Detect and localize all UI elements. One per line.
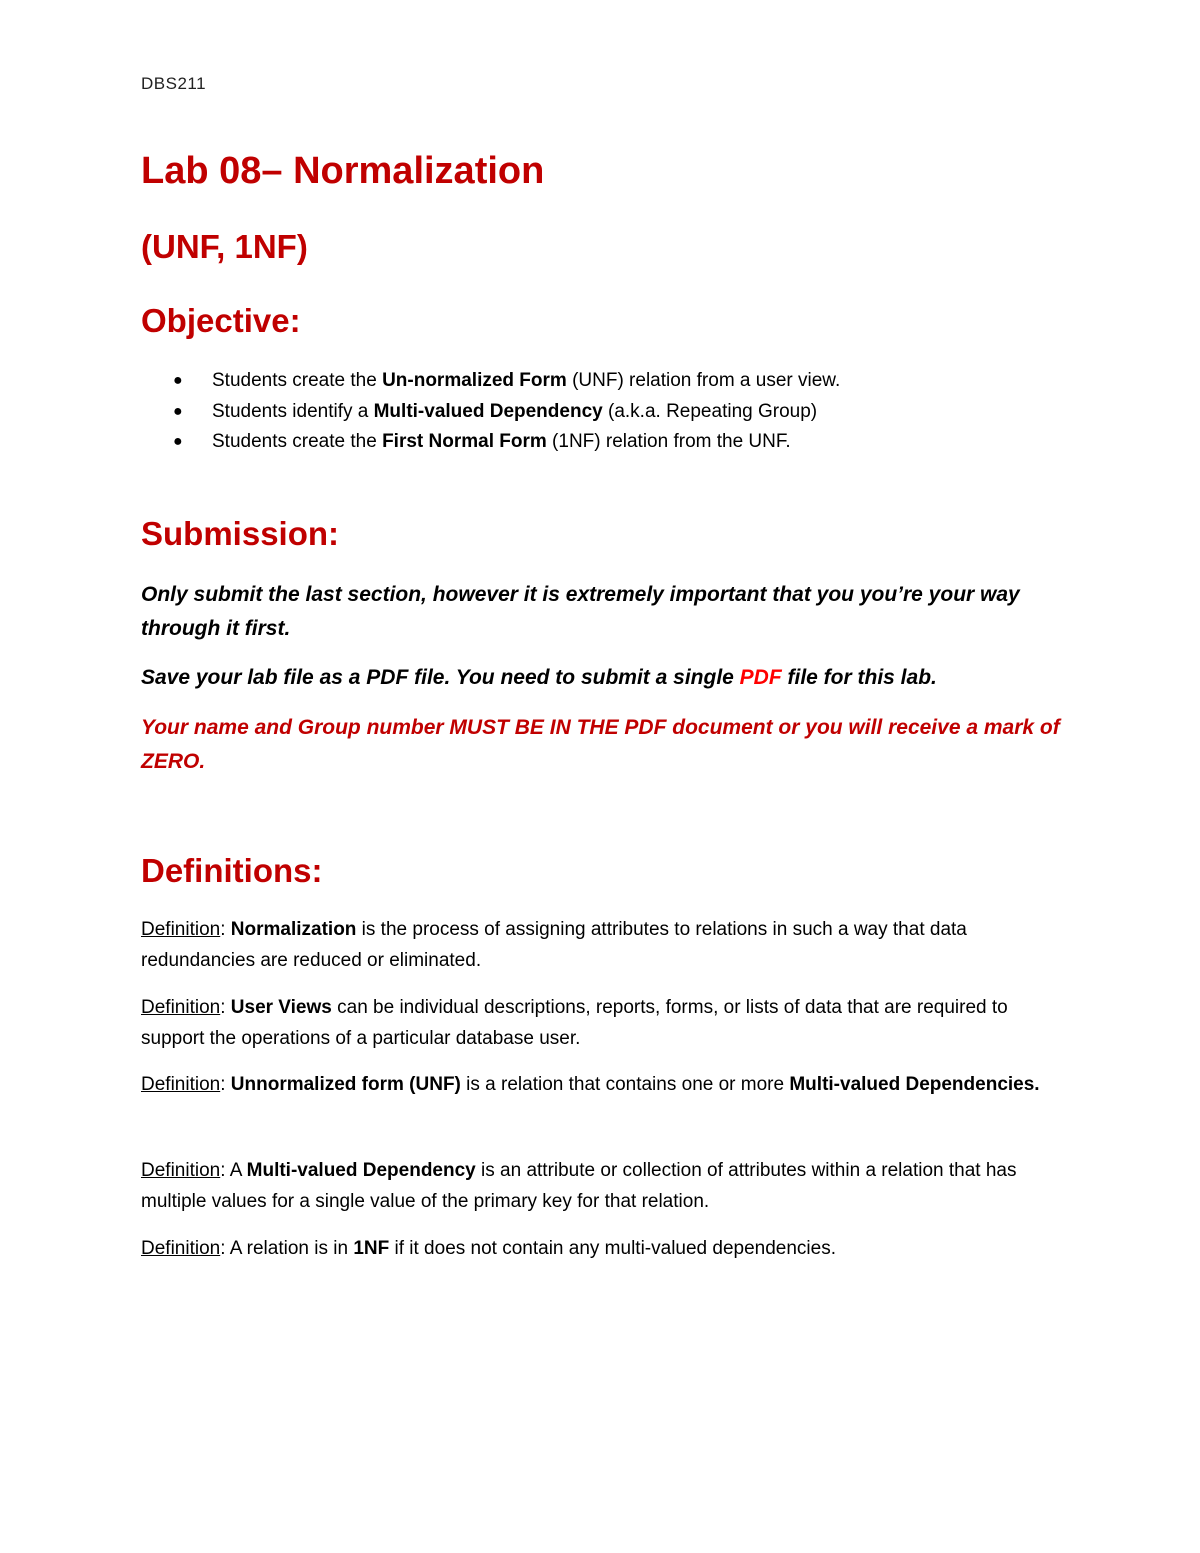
submission-format-note: Save your lab file as a PDF file. You need to submit a single PDF file for this lab. <box>141 666 937 689</box>
definition-unf: Definition: Unnormalized form (UNF) is a relation that contains one or more Multi-valued Dependencies. <box>141 1074 1040 1095</box>
key-term: Un-normalized Form <box>382 370 567 391</box>
list-item: ● Students create the First Normal Form (1NF) relation from the UNF. <box>141 427 1041 458</box>
list-item: ● Students identify a Multi-valued Dependency (a.k.a. Repeating Group) <box>141 397 1041 428</box>
submission-warning: Your name and Group number MUST BE IN THE PDF document or you will receive a mark of ZERO. <box>141 716 1060 773</box>
definition-label: Definition <box>141 1238 221 1259</box>
objective-heading: Objective: <box>141 302 301 339</box>
key-term: Multi-valued Dependency <box>373 400 603 422</box>
definition-label: Definition <box>141 1160 221 1181</box>
bullet-icon: ● <box>173 402 183 420</box>
key-term: First Normal Form <box>382 431 547 452</box>
submission-heading: Submission: <box>141 515 340 552</box>
definition-1nf: Definition: A relation is in 1NF if it does not contain any multi-valued dependencies. <box>141 1238 836 1259</box>
key-term: Normalization <box>230 919 357 940</box>
page-subtitle: (UNF, 1NF) <box>141 228 308 265</box>
definition-mvd: Definition: A Multi-valued Dependency is an attribute or collection of attributes within a relation that has multiple values for a single value of the primary key for that relation. <box>141 1160 1017 1212</box>
page-title: Lab 08– Normalization <box>141 150 545 192</box>
definition-label: Definition <box>141 919 221 940</box>
definitions-heading: Definitions: <box>141 852 323 889</box>
definition-normalization: Definition: Normalization is the process of assigning attributes to relations in such a way that data redundancies are reduced or eliminated. <box>141 919 967 971</box>
list-item: ● Students create the Un-normalized Form (UNF) relation from a user view. <box>141 366 1041 397</box>
key-term: Multi-valued Dependencies. <box>789 1074 1040 1095</box>
key-term: 1NF <box>353 1238 390 1259</box>
bullet-icon: ● <box>173 372 183 389</box>
key-term: Multi-valued Dependency <box>246 1160 476 1181</box>
bullet-icon: ● <box>173 433 183 450</box>
key-term: User Views <box>230 997 332 1018</box>
definition-user-views: Definition: User Views can be individual descriptions, reports, forms, or lists of data that are required to support the operations of a particular database user. <box>141 997 1008 1049</box>
course-code: DBS211 <box>141 74 207 93</box>
submission-instruction: Only submit the last section, however it is extremely important that you you’re your way through it first. <box>141 583 1020 640</box>
definition-label: Definition <box>141 997 221 1018</box>
definition-label: Definition <box>141 1074 221 1095</box>
key-term: Unnormalized form (UNF) <box>230 1074 461 1095</box>
pdf-highlight: PDF <box>739 666 782 689</box>
objective-list <box>141 366 1041 458</box>
